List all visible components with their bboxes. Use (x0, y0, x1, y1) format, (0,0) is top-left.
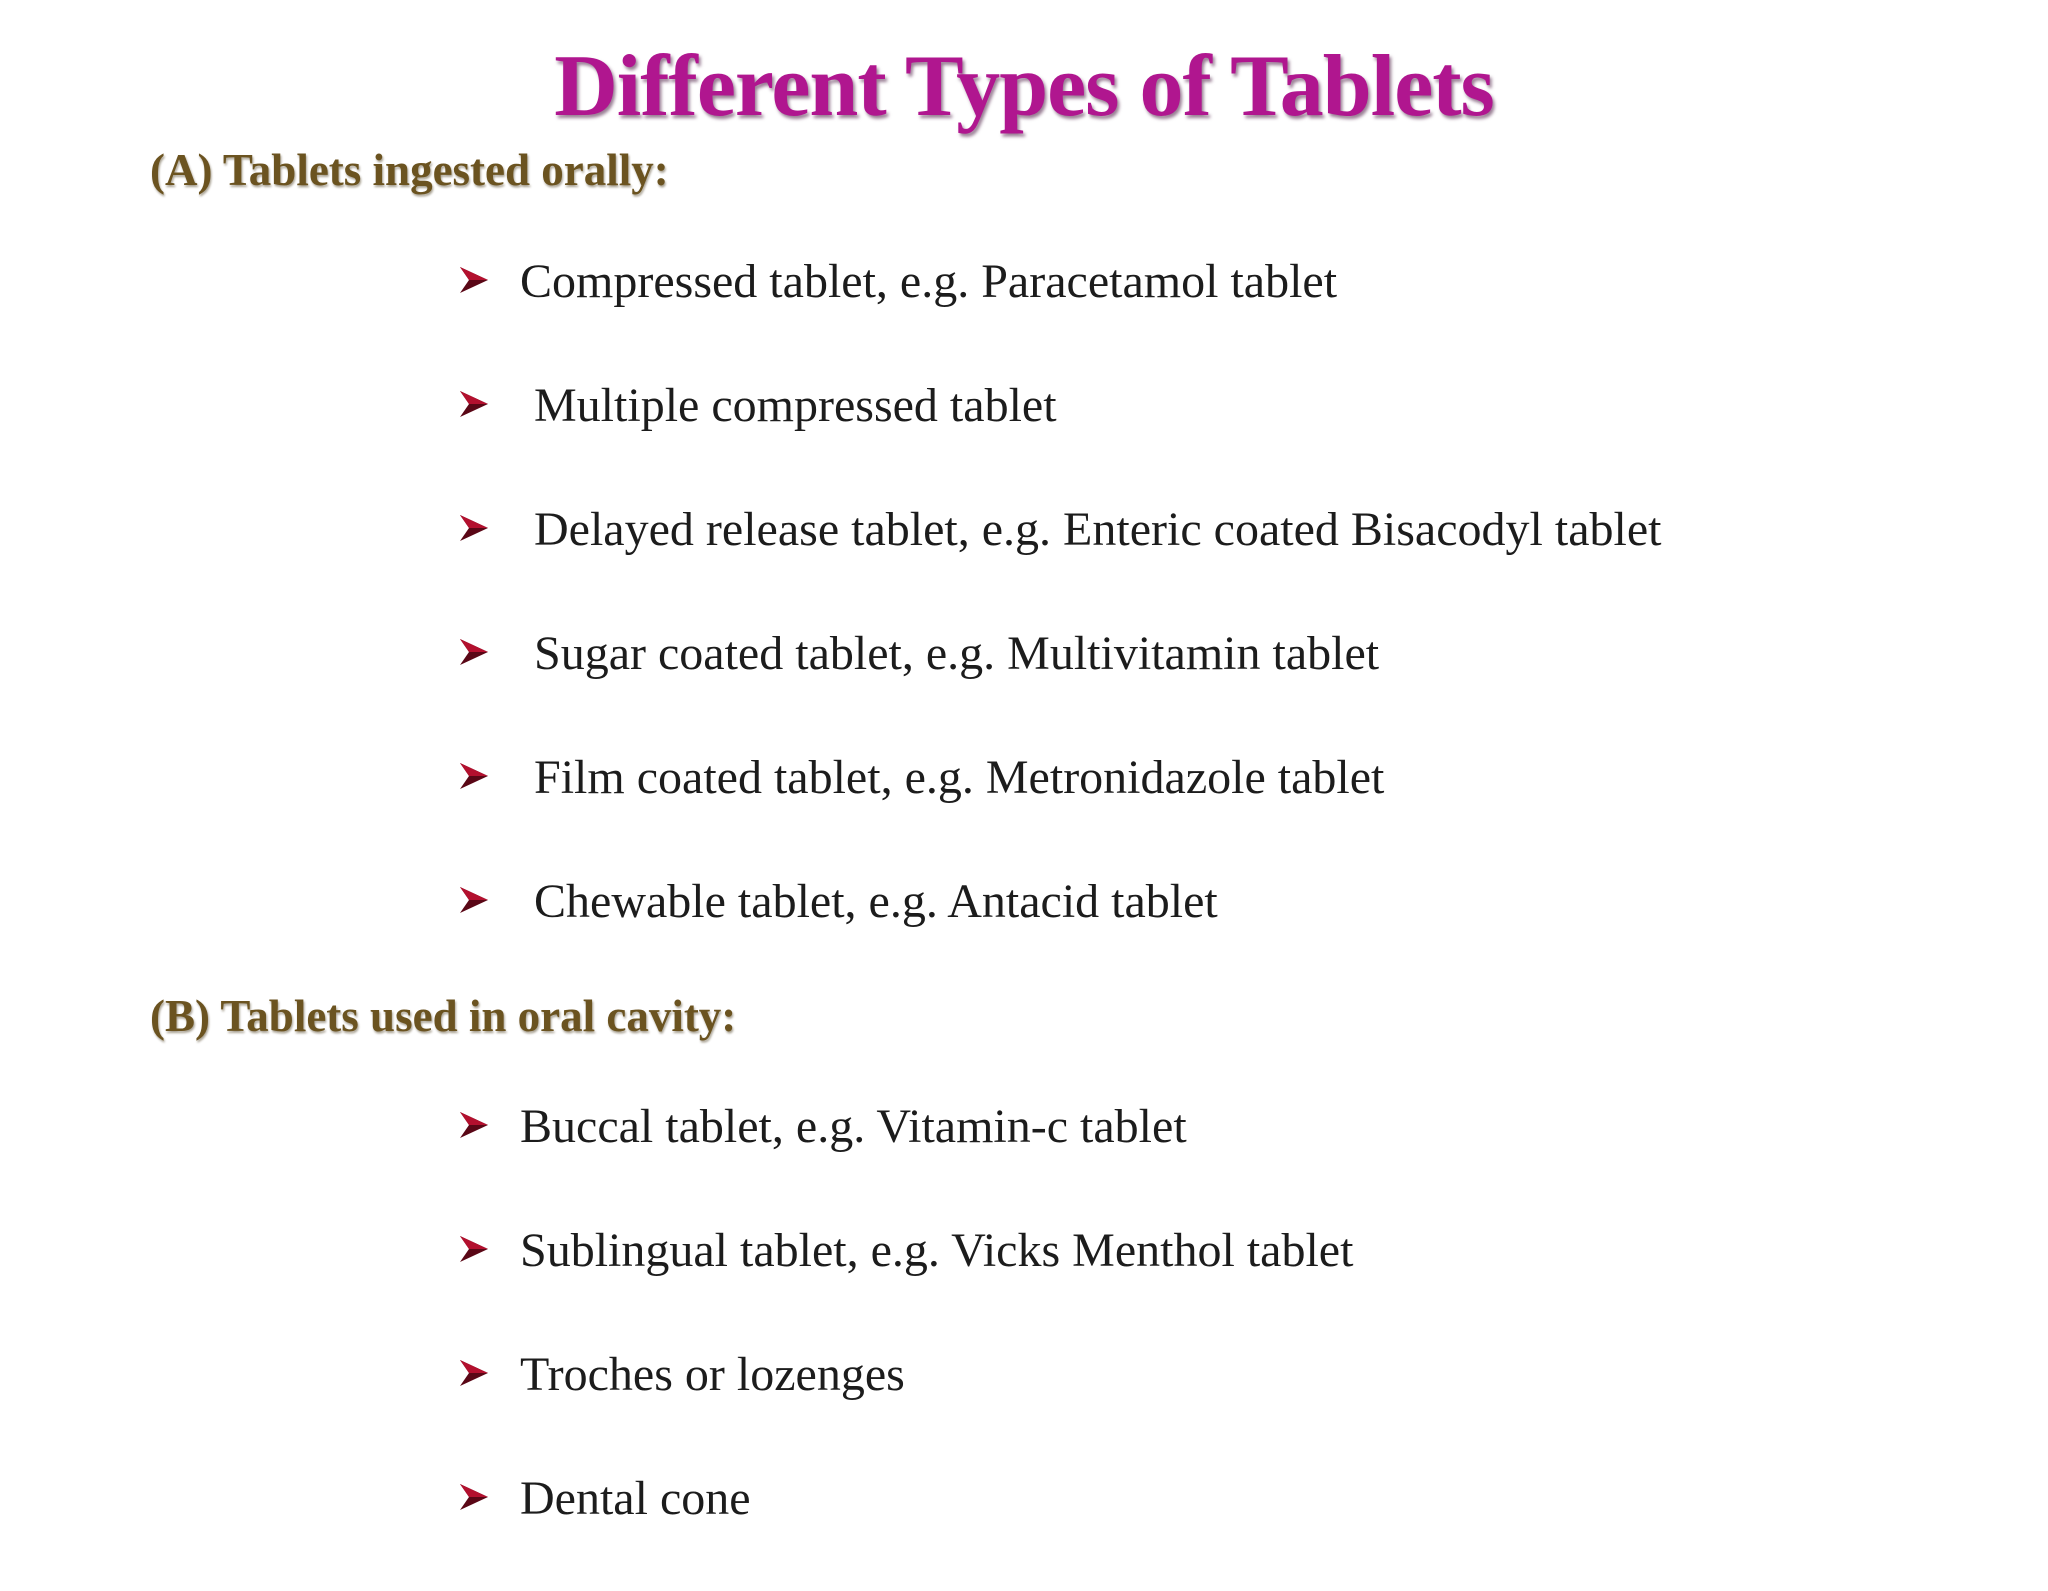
list-item-text: Sublingual tablet, e.g. Vicks Menthol tablet (520, 1224, 1354, 1277)
list-item (458, 622, 1661, 746)
list-item (458, 870, 1661, 994)
arrowhead-bullet-icon (458, 622, 520, 668)
arrowhead-bullet-icon (458, 1219, 520, 1265)
list-item (458, 1467, 1353, 1591)
list-item (458, 746, 1661, 870)
arrowhead-bullet-icon (458, 746, 520, 792)
arrowhead-bullet-icon (458, 498, 520, 544)
list-item-text: Troches or lozenges (520, 1348, 905, 1401)
list-item (458, 498, 1661, 622)
list-item-text: Sugar coated tablet, e.g. Multivitamin tablet (534, 627, 1380, 680)
list-item-text: Buccal tablet, e.g. Vitamin-c tablet (520, 1100, 1187, 1153)
section-a-list (458, 250, 1661, 994)
list-item-text: Multiple compressed tablet (534, 379, 1057, 432)
list-item (458, 1219, 1353, 1343)
arrowhead-bullet-icon (458, 374, 520, 420)
page-title: Different Types of Tablets (554, 38, 1494, 135)
list-item-text: Delayed release tablet, e.g. Enteric coated Bisacodyl tablet (534, 503, 1662, 556)
list-item-text: Dental cone (520, 1472, 751, 1525)
arrowhead-bullet-icon (458, 870, 520, 916)
section-b-heading: (B) Tablets used in oral cavity: (150, 991, 737, 1041)
list-item (458, 374, 1661, 498)
list-item-text: Film coated tablet, e.g. Metronidazole tablet (534, 751, 1385, 804)
arrowhead-bullet-icon (458, 1467, 520, 1513)
arrowhead-bullet-icon (458, 1095, 520, 1141)
section-b-list (458, 1095, 1353, 1591)
arrowhead-bullet-icon (458, 250, 520, 296)
list-item (458, 1343, 1353, 1467)
list-item-text: Compressed tablet, e.g. Paracetamol tablet (520, 255, 1338, 308)
section-a-heading: (A) Tablets ingested orally: (150, 145, 669, 195)
list-item (458, 1095, 1353, 1219)
arrowhead-bullet-icon (458, 1343, 520, 1389)
list-item (458, 250, 1661, 374)
list-item-text: Chewable tablet, e.g. Antacid tablet (534, 875, 1218, 928)
